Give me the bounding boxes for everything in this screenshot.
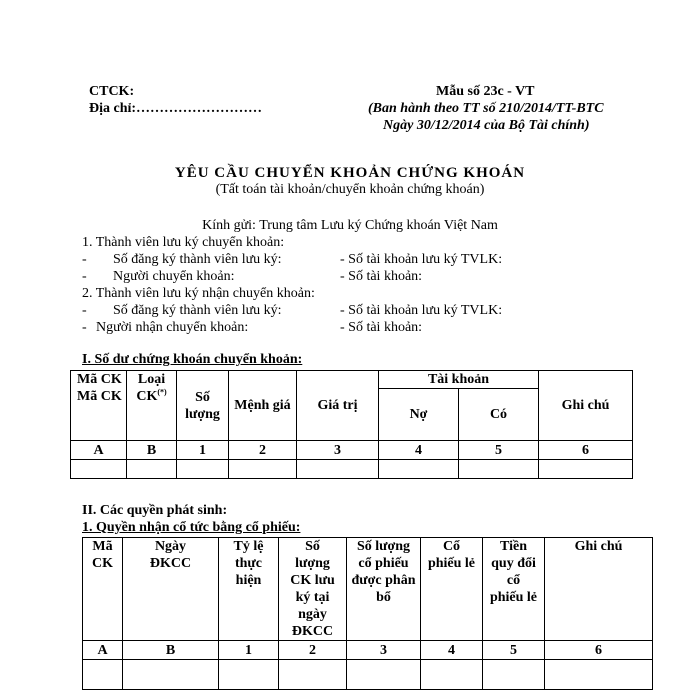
index-cell: 4 xyxy=(379,441,459,460)
index-cell: 5 xyxy=(459,441,539,460)
index-cell: 3 xyxy=(347,641,421,660)
issued-by-text: (Ban hành theo TT số 210/2014/TT-BTC xyxy=(368,101,604,116)
data-cell[interactable] xyxy=(127,460,177,479)
table-1-index-row xyxy=(71,441,633,460)
col-ghi-chu: Ghi chú xyxy=(539,371,633,441)
col-so-luong-ck: Số lượng CK lưu ký tại ngày ĐKCC xyxy=(279,538,347,641)
ctck-label: CTCK: xyxy=(89,84,135,99)
col-so-luong-phan-bo: Số lượng cổ phiếu được phân bổ xyxy=(347,538,421,641)
col-ma-ck: Mã CK xyxy=(83,538,123,641)
col-no: Nợ xyxy=(379,389,459,441)
col-co-phieu-le: Cổ phiếu lẻ xyxy=(421,538,483,641)
index-cell: B xyxy=(123,641,219,660)
data-cell[interactable] xyxy=(279,660,347,690)
dia-chi-label: Địa chỉ:……………………… xyxy=(89,101,263,116)
section-1-sender-account-label: - Số tài khoản: xyxy=(340,269,423,284)
index-cell: A xyxy=(83,641,123,660)
section-1-account-label: - Số tài khoản lưu ký TVLK: xyxy=(340,252,503,267)
section-1-dash-1: - xyxy=(82,252,87,267)
col-so-luong: Số lượng xyxy=(177,371,229,441)
section-2-receiver-label: Người nhận chuyển khoản: xyxy=(96,320,249,335)
form-number: Mẫu số 23c - VT xyxy=(436,84,535,99)
col-ngay-dkcc: Ngày ĐKCC xyxy=(123,538,219,641)
col-loai-ck xyxy=(127,371,177,441)
col-loai-ck-footnote: (*) xyxy=(157,387,167,397)
section-1-sender-label: Người chuyển khoản: xyxy=(113,269,235,284)
section-2-heading: 2. Thành viên lưu ký nhận chuyển khoản: xyxy=(82,286,315,301)
index-cell: 4 xyxy=(421,641,483,660)
addressee: Kính gửi: Trung tâm Lưu ký Chứng khoán Việt Nam xyxy=(202,218,498,233)
index-cell: 1 xyxy=(219,641,279,660)
data-cell[interactable] xyxy=(297,460,379,479)
section-2-account-label: - Số tài khoản lưu ký TVLK: xyxy=(340,303,503,318)
data-cell[interactable] xyxy=(539,460,633,479)
col-gia-tri: Giá trị xyxy=(297,371,379,441)
index-cell: 6 xyxy=(539,441,633,460)
securities-balance-table xyxy=(70,370,633,479)
data-cell[interactable] xyxy=(123,660,219,690)
col-ghi-chu: Ghi chú xyxy=(545,538,653,641)
data-cell[interactable] xyxy=(347,660,421,690)
table-2-index-row xyxy=(83,641,653,660)
section-2-member-reg-label: Số đăng ký thành viên lưu ký: xyxy=(113,303,282,318)
col-ma-ck: Mã CK Mã CK xyxy=(71,371,127,441)
index-cell: 2 xyxy=(229,441,297,460)
document-subtitle: (Tất toán tài khoản/chuyển khoản chứng khoán) xyxy=(215,182,485,197)
index-cell: 1 xyxy=(177,441,229,460)
issued-date-text: Ngày 30/12/2014 của Bộ Tài chính) xyxy=(383,118,590,133)
table-2-data-row xyxy=(83,660,653,690)
index-cell: B xyxy=(127,441,177,460)
stock-dividend-table xyxy=(82,537,653,690)
data-cell[interactable] xyxy=(421,660,483,690)
table-1-data-row xyxy=(71,460,633,479)
section-2-dash-1: - xyxy=(82,303,87,318)
col-co: Có xyxy=(459,389,539,441)
data-cell[interactable] xyxy=(483,660,545,690)
data-cell[interactable] xyxy=(545,660,653,690)
data-cell[interactable] xyxy=(229,460,297,479)
table-1-heading: I. Số dư chứng khoán chuyển khoản: xyxy=(82,352,303,367)
section-2-receiver-account-label: - Số tài khoản: xyxy=(340,320,423,335)
document-title: YÊU CẦU CHUYỂN KHOẢN CHỨNG KHOÁN xyxy=(174,165,526,181)
data-cell[interactable] xyxy=(459,460,539,479)
data-cell[interactable] xyxy=(83,660,123,690)
col-menh-gia: Mệnh giá xyxy=(229,371,297,441)
data-cell[interactable] xyxy=(219,660,279,690)
section-2-dash-2: - xyxy=(82,320,87,335)
col-ty-le: Tỷ lệ thực hiện xyxy=(219,538,279,641)
index-cell: A xyxy=(71,441,127,460)
index-cell: 5 xyxy=(483,641,545,660)
col-tai-khoan: Tài khoản xyxy=(379,371,539,389)
section-1-heading: 1. Thành viên lưu ký chuyển khoản: xyxy=(82,235,285,250)
section-ii-heading: II. Các quyền phát sinh: xyxy=(82,503,228,518)
data-cell[interactable] xyxy=(71,460,127,479)
col-tien-quy-doi: Tiền quy đổi cổ phiếu lẻ xyxy=(483,538,545,641)
section-ii-sub-heading: 1. Quyền nhận cổ tức bằng cổ phiếu: xyxy=(82,520,301,535)
index-cell: 6 xyxy=(545,641,653,660)
data-cell[interactable] xyxy=(379,460,459,479)
section-1-member-reg-label: Số đăng ký thành viên lưu ký: xyxy=(113,252,282,267)
data-cell[interactable] xyxy=(177,460,229,479)
index-cell: 3 xyxy=(297,441,379,460)
index-cell: 2 xyxy=(279,641,347,660)
col-loai-ck-text: Loại CK xyxy=(136,372,166,404)
section-1-dash-2: - xyxy=(82,269,87,284)
